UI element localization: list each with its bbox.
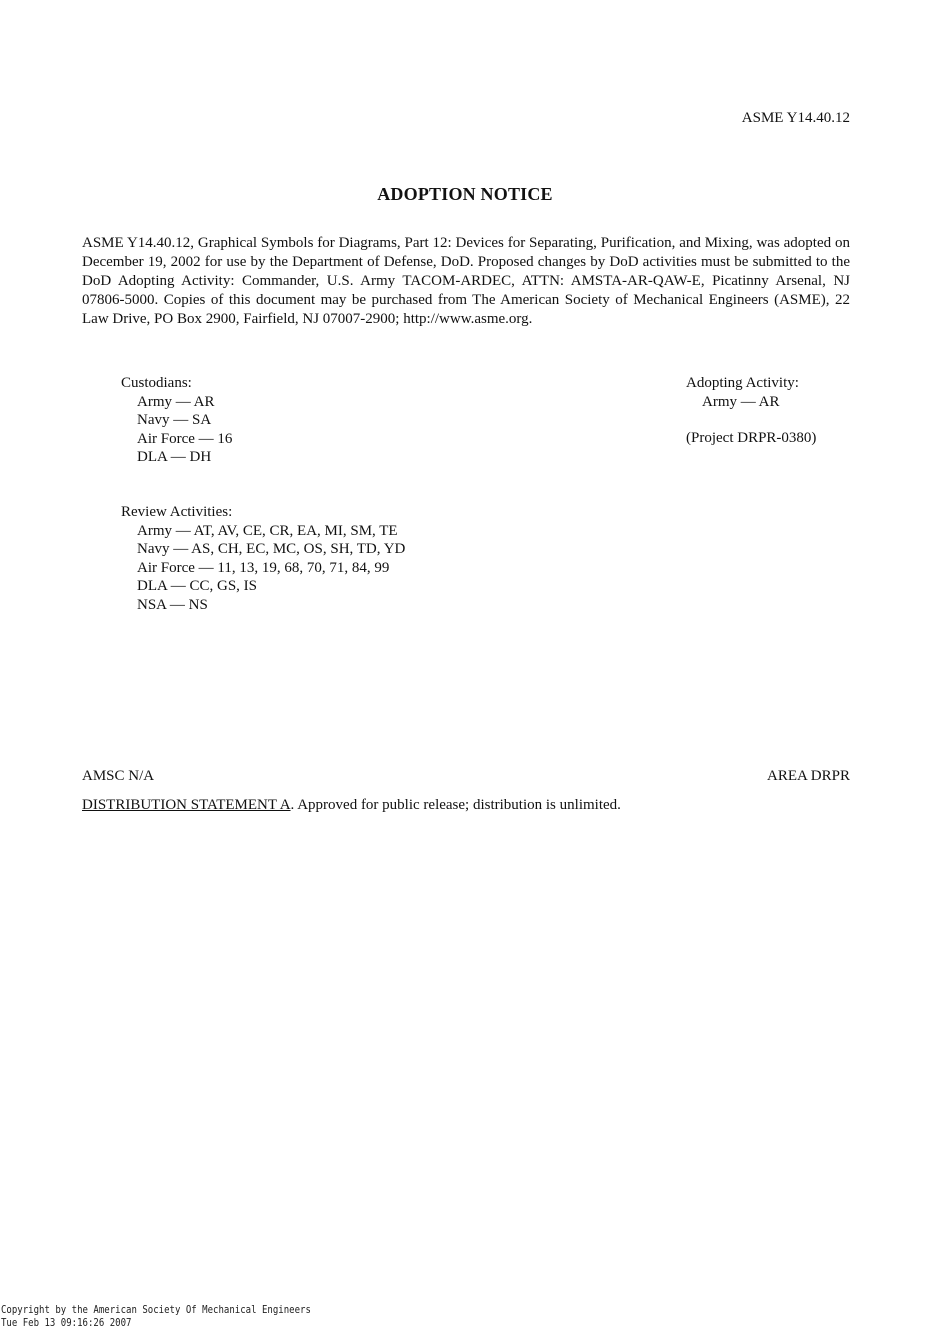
review-activity-item: Army — AT, AV, CE, CR, EA, MI, SM, TE [137,522,398,539]
custodian-item: Air Force — 16 [137,430,233,447]
document-id: ASME Y14.40.12 [741,110,850,126]
custodian-item: Army — AR [137,393,215,410]
custodian-item: Navy — SA [137,412,212,428]
project-number: (Project DRPR-0380) [686,430,817,446]
review-activity-item: DLA — CC, GS, IS [137,578,258,594]
page-title: ADOPTION NOTICE [377,184,553,204]
timestamp-line: Tue Feb 13 09:16:26 2007 [1,1317,132,1329]
distribution-text: . Approved for public release; distribution is unlimited. [290,797,621,813]
custodians-heading: Custodians: [121,375,192,391]
adopting-activity-block [686,374,816,448]
distribution-title: DISTRIBUTION STATEMENT A [82,797,291,813]
adopting-activity-item: Army — AR [702,393,780,410]
amsc-number: AMSC N/A [82,768,155,784]
adoption-notice-paragraph: ASME Y14.40.12, Graphical Symbols for Diagrams, Part 12: Devices for Separating, Purification, and Mixing, was adopted on December 19, 2002 for use by the Department of Defense, DoD. Proposed changes by DoD activities must be submitted to the DoD Adopting Activity: Commander, U.S. Army TACOM-ARDEC, ATTN: AMSTA-AR-QAW-E, Picatinny Arsenal, NJ 07806-5000. Copies of this document may be purchased from The American Society of Mechanical Engineers (ASME), 22 Law Drive, PO Box 2900, Fairfield, NJ 07007-2900; http://www.asme.org. [82,235,850,327]
custodians-block [121,374,232,467]
review-activities-block [121,503,405,614]
custodian-item: DLA — DH [137,449,212,465]
review-activities-heading: Review Activities: [121,504,233,520]
copyright-line: Copyright by the American Society Of Mechanical Engineers [1,1304,311,1316]
review-activity-item: Air Force — 11, 13, 19, 68, 70, 71, 84, 99 [137,559,390,576]
area-code: AREA DRPR [767,768,850,784]
copyright-footer [1,1304,311,1330]
distribution-statement [82,797,621,814]
review-activity-item: NSA — NS [137,596,208,613]
review-activity-item: Navy — AS, CH, EC, MC, OS, SH, TD, YD [137,541,406,557]
adopting-activity-heading: Adopting Activity: [686,375,799,391]
